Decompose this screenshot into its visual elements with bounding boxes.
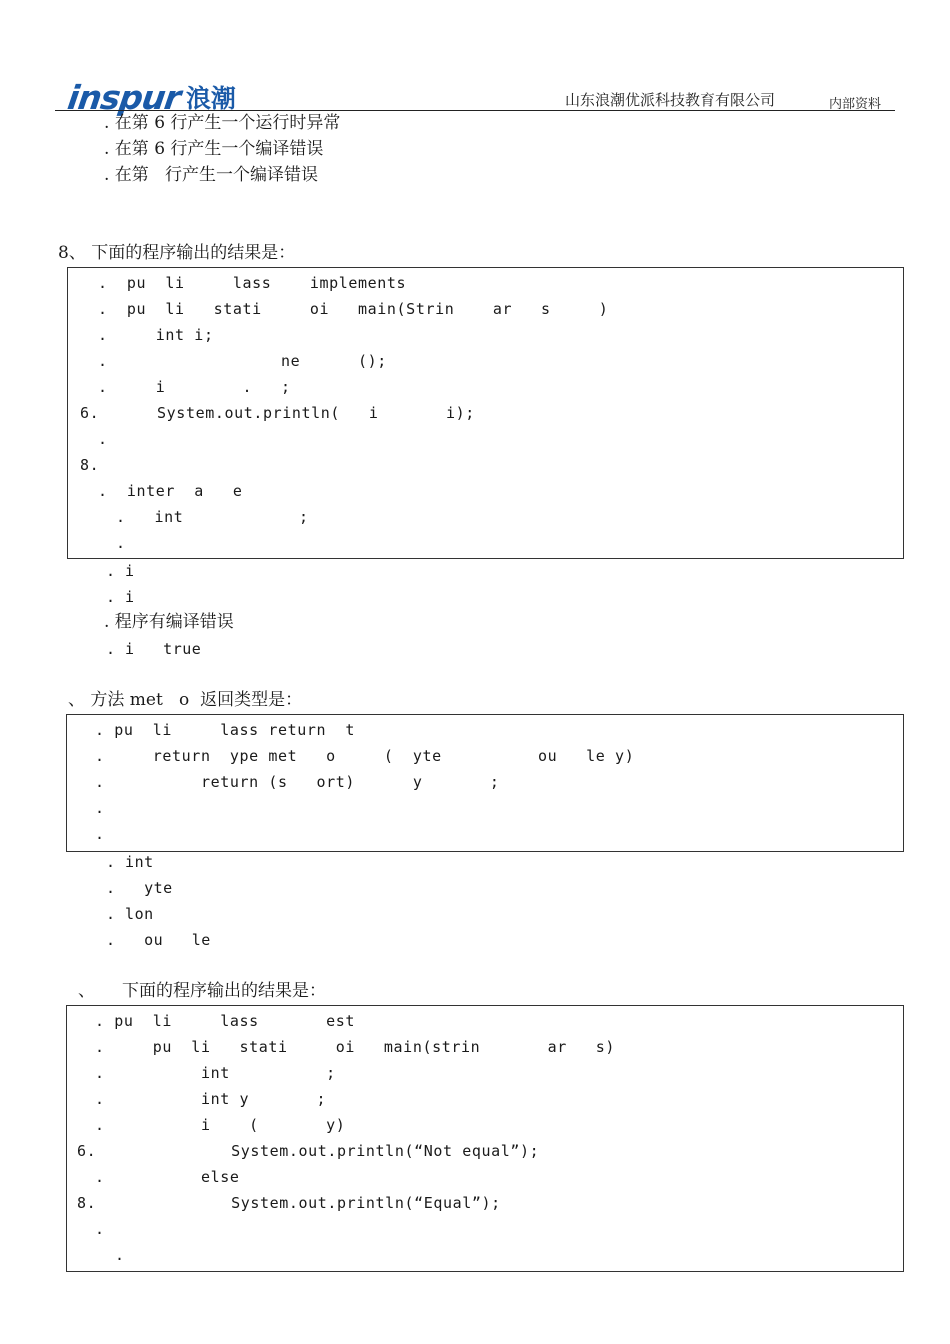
q8-option: . 程序有编译错误 <box>104 612 234 632</box>
inspur-logo <box>65 77 236 117</box>
code-line: . <box>95 825 105 843</box>
q8-option: . i <box>106 562 135 580</box>
q9-option: . ou le <box>106 931 211 949</box>
q9-title: 、 方法 met o 返回类型是： <box>68 690 303 710</box>
code-line: 6. System.out.println( i i); <box>80 404 475 422</box>
code-line: 6. System.out.println(“Not equal”); <box>77 1142 540 1160</box>
code-line: . ne (); <box>98 352 387 370</box>
q7-option: . 在第 行产生一个编译错误 <box>104 165 319 185</box>
code-line: . <box>115 1246 125 1264</box>
code-line: . i . ; <box>98 378 291 396</box>
page-header <box>0 0 950 115</box>
code-line: . pu li lass return t <box>95 721 356 739</box>
code-line: . return (s ort) y ; <box>95 773 500 791</box>
code-line: . <box>116 534 126 552</box>
q9-code-box <box>66 714 904 852</box>
code-line: . <box>95 1220 105 1238</box>
code-line: 8. <box>80 456 100 474</box>
code-line: . pu li lass implements <box>98 274 407 292</box>
code-line: . int ; <box>95 1064 336 1082</box>
q10-title: 、 下面的程序输出的结果是： <box>78 981 327 1001</box>
q9-option: . int <box>106 853 154 871</box>
logo-cn-text: 浪潮 <box>185 84 236 113</box>
q8-option: . i true <box>106 640 202 658</box>
q7-option: . 在第 6 行产生一个运行时异常 <box>104 113 341 133</box>
code-line: . return ype met o ( yte ou le y) <box>95 747 635 765</box>
q9-option: . lon <box>106 905 154 923</box>
logo-text: inspur <box>65 77 183 117</box>
q7-option: . 在第 6 行产生一个编译错误 <box>104 139 324 159</box>
q8-code-box <box>67 267 904 559</box>
internal-label: 内部资料 <box>829 97 882 112</box>
q8-title: 8、 下面的程序输出的结果是： <box>58 243 296 263</box>
header-divider <box>55 110 895 111</box>
q10-code-box <box>66 1005 904 1272</box>
code-line: . int i; <box>98 326 214 344</box>
code-line: . int y ; <box>95 1090 327 1108</box>
company-name: 山东浪潮优派科技教育有限公司 <box>565 91 776 109</box>
code-line: . int ; <box>116 508 309 526</box>
q8-option: . i <box>106 588 135 606</box>
code-line: . else <box>95 1168 240 1186</box>
code-line: . pu li stati oi main(Strin ar s ) <box>98 300 609 318</box>
code-line: . pu li lass est <box>95 1012 356 1030</box>
code-line: 8. System.out.println(“Equal”); <box>77 1194 501 1212</box>
code-line: . inter a e <box>98 482 243 500</box>
code-line: . pu li stati oi main(strin ar s) <box>95 1038 616 1056</box>
code-line: . <box>98 430 108 448</box>
code-line: . i ( y) <box>95 1116 346 1134</box>
q9-option: . yte <box>106 879 173 897</box>
code-line: . <box>95 799 105 817</box>
